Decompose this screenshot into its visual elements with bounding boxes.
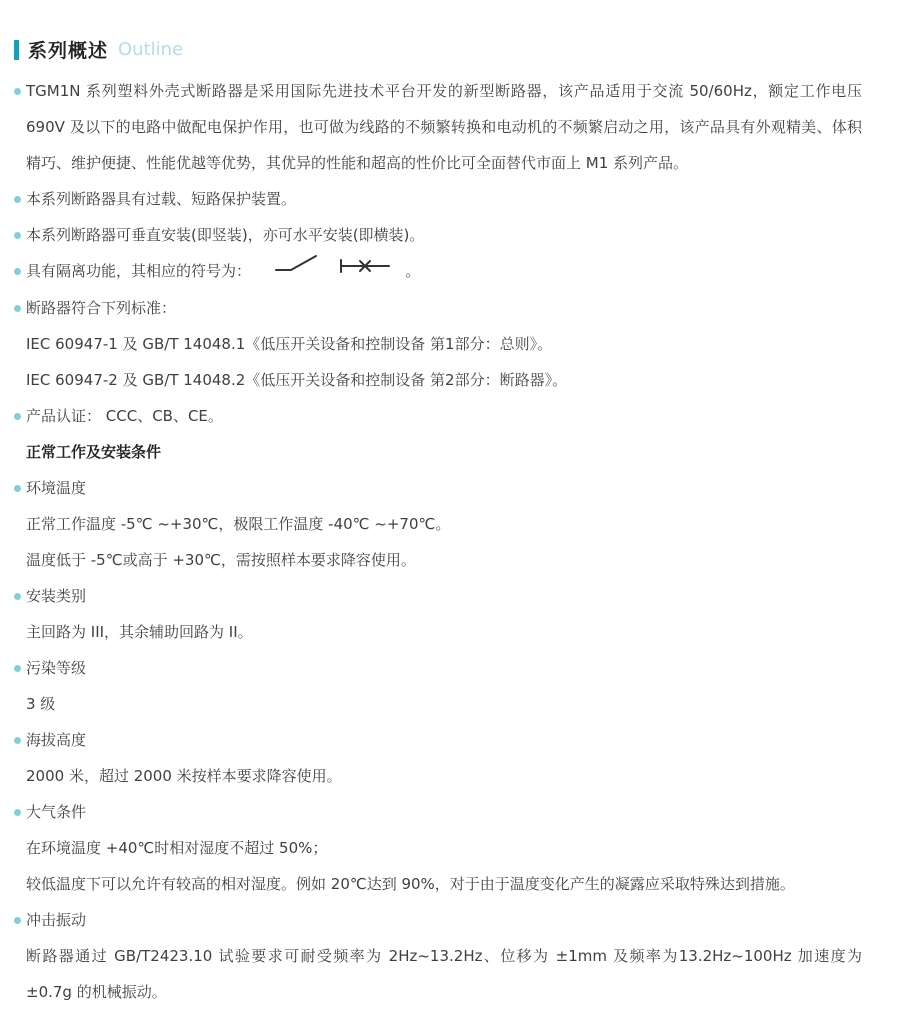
line-text: 3 级 [26,694,56,713]
bullet-dot-icon [14,917,21,924]
bullet-item [14,722,862,758]
section-header [14,36,862,63]
bullet-item [14,902,862,938]
bullet-dot-icon [14,593,21,600]
disconnect-switch-icon [274,252,320,288]
sub-line [14,506,862,542]
isolator-symbol-icon [337,252,393,288]
bullet-item [14,398,862,434]
sub-line [14,938,862,1010]
sub-line [14,326,862,362]
page-title-en: Outline [118,39,184,60]
line-text: 断路器符合下列标准： [26,298,177,317]
isolator-symbol-line [14,253,862,290]
bullet-dot-icon [14,809,21,816]
bullet-dot-icon [14,665,21,672]
content-list [14,73,862,1010]
line-text: 安装类别 [26,586,87,605]
symbol-suffix-text: 。 [405,262,421,280]
page-title: 系列概述 [28,40,109,62]
line-text: 环境温度 [26,478,87,497]
line-text: 污染等级 [26,658,87,677]
bullet-item [14,470,862,506]
line-text: 本系列断路器可垂直安装(即竖装)，亦可水平安装(即横装)。 [26,226,425,244]
bullet-dot-icon [14,737,21,744]
bullet-item [14,290,862,326]
line-text: 正常工作温度 -5℃ ~+30℃，极限工作温度 -40℃ ~+70℃。 [26,514,451,533]
bullet-dot-icon [14,485,21,492]
sub-line [14,686,862,722]
bullet-dot-icon [14,305,21,312]
sub-line [14,362,862,398]
line-text: TGM1N 系列塑料外壳式断路器是采用国际先进技术平台开发的新型断路器，该产品适用于交流 50/60Hz，额定工作电压 690V 及以下的电路中做配电保护作用，也可做为线路的不频繁转换和电动机的不频繁启动之用，该产品具有外观精美、体积精巧、维护便捷、性能优越等优势，其优异的性能和超高的性价比可全面替代市面上 M1 系列产品。 [26,82,862,172]
line-text: 冲击振动 [26,910,87,929]
bullet-item [14,73,862,181]
line-text: IEC 60947-2 及 GB/T 14048.2《低压开关设备和控制设备 第2部分：断路器》。 [26,370,568,389]
line-text: 主回路为 III，其余辅助回路为 II。 [26,622,253,641]
line-text: 海拔高度 [26,730,87,749]
line-text: 较低温度下可以允许有较高的相对湿度。例如 20℃达到 90%，对于由于温度变化产生的凝露应采取特殊达到措施。 [26,874,795,893]
bullet-item [14,217,862,253]
bullet-item [14,181,862,217]
line-text: 在环境温度 +40℃时相对湿度不超过 50%； [26,838,328,857]
bullet-item [14,650,862,686]
line-text: 本系列断路器具有过载、短路保护装置。 [26,190,297,208]
bullet-item [14,794,862,830]
line-text: 温度低于 -5℃或高于 +30℃，需按照样本要求降容使用。 [26,550,416,569]
line-text: 大气条件 [26,802,87,821]
line-text: 断路器通过 GB/T2423.10 试验要求可耐受频率为 2Hz~13.2Hz、位移为 ±1mm 及频率为13.2Hz~100Hz 加速度为 ±0.7g 的机械振动。 [26,946,862,1001]
sub-line [14,866,862,902]
bullet-dot-icon [14,232,21,239]
bullet-item [14,578,862,614]
section-heading [14,434,862,470]
section-heading-text: 正常工作及安装条件 [26,442,162,461]
sub-line [14,614,862,650]
bullet-dot-icon [14,88,21,95]
line-text: IEC 60947-1 及 GB/T 14048.1《低压开关设备和控制设备 第1部分：总则》。 [26,334,553,353]
sub-line [14,830,862,866]
bullet-dot-icon [14,268,21,275]
bullet-dot-icon [14,196,21,203]
sub-line [14,542,862,578]
line-text: 2000 米，超过 2000 米按样本要求降容使用。 [26,766,342,785]
sub-line [14,758,862,794]
accent-bar-icon [14,40,19,60]
line-text: 产品认证： CCC、CB、CE。 [26,406,223,425]
bullet-dot-icon [14,413,21,420]
line-text: 具有隔离功能，其相应的符号为： [26,262,252,280]
